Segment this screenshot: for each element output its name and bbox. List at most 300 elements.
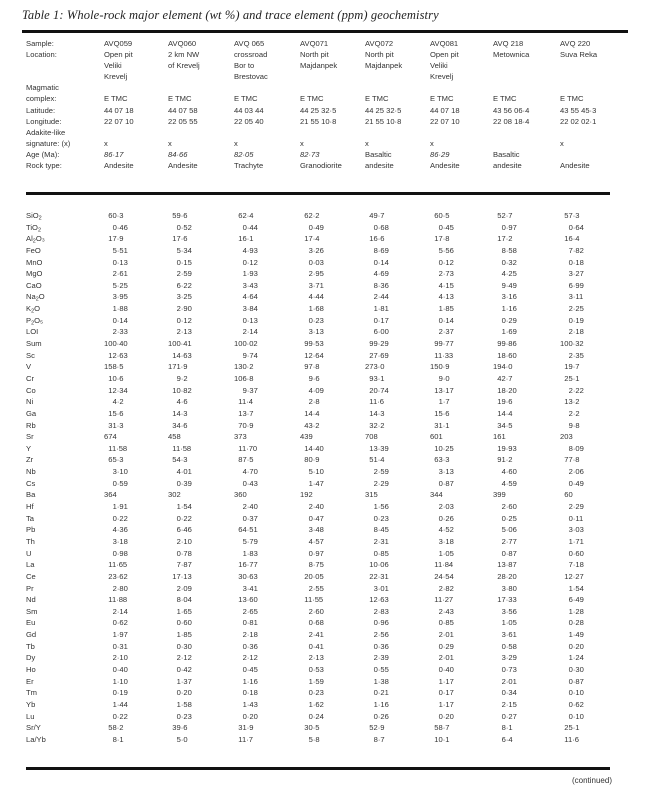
- value-cell: [365, 699, 430, 711]
- element-label: [26, 466, 104, 478]
- value-text: 0·62: [112, 618, 128, 628]
- value-text: 52·9: [369, 723, 385, 733]
- value-cell: [300, 443, 365, 455]
- value-text: 11·33: [434, 350, 454, 360]
- element-symbol: Pb: [26, 525, 36, 535]
- value-cell: [365, 629, 430, 641]
- value-text: 6·99: [568, 280, 584, 290]
- value-cell: [493, 245, 560, 257]
- value-cell: [234, 478, 300, 490]
- value-cell: [234, 454, 300, 466]
- value-text: 0·20: [438, 711, 454, 721]
- value-cell: [300, 245, 365, 257]
- header-cell: AVQ071: [300, 39, 329, 48]
- header-cell: Majdanpek: [365, 61, 403, 71]
- value-text: 1·47: [308, 478, 324, 488]
- header-cell: andesite: [493, 161, 522, 171]
- element-label: [26, 652, 104, 664]
- value-text: 13·39: [369, 443, 389, 453]
- value-text: 0·12: [242, 257, 258, 267]
- value-text: 2·61: [112, 269, 128, 279]
- value-cell: [560, 315, 620, 327]
- value-text: 3·56: [501, 606, 517, 616]
- element-label: [26, 233, 104, 245]
- element-symbol: Th: [26, 536, 35, 546]
- value-cell: [493, 641, 560, 653]
- value-cell: [300, 513, 365, 525]
- table-row: [26, 641, 620, 653]
- element-label: [26, 641, 104, 653]
- value-cell: [234, 524, 300, 536]
- header-cell: Andesite: [104, 161, 134, 171]
- value-cell: [365, 280, 430, 292]
- value-text: 58·7: [434, 723, 450, 733]
- value-cell: [365, 338, 430, 350]
- value-cell: [430, 734, 493, 746]
- value-text: 601: [430, 432, 443, 442]
- value-text: 1·62: [308, 699, 324, 709]
- value-cell: [430, 315, 493, 327]
- element-label: [26, 699, 104, 711]
- value-cell: [300, 408, 365, 420]
- table-row: [26, 408, 620, 420]
- value-text: 373: [234, 432, 247, 442]
- value-text: 11·4: [238, 397, 253, 407]
- value-text: 0·98: [112, 548, 128, 558]
- value-text: 10·82: [172, 385, 192, 395]
- value-cell: [234, 513, 300, 525]
- value-cell: [234, 501, 300, 513]
- table-row: [26, 350, 620, 362]
- value-cell: [300, 338, 365, 350]
- value-cell: [104, 466, 168, 478]
- element-symbol: Y: [26, 443, 32, 453]
- value-text: 2·13: [176, 327, 192, 337]
- element-symbol: Sr: [26, 432, 34, 442]
- value-text: 0·22: [112, 513, 128, 523]
- header-cell: Brestovac: [234, 72, 268, 82]
- value-text: 3·95: [112, 292, 128, 302]
- value-cell: [493, 489, 560, 501]
- value-cell: [365, 233, 430, 245]
- element-label: [26, 664, 104, 676]
- value-cell: [430, 641, 493, 653]
- header-cell: AVQ072: [365, 39, 394, 48]
- element-symbol: Pr: [26, 583, 34, 593]
- value-text: 62·2: [304, 211, 320, 220]
- value-cell: [104, 280, 168, 292]
- header-cell: Andesite: [168, 161, 198, 171]
- value-cell: [168, 734, 234, 746]
- value-text: 2·40: [242, 502, 258, 512]
- value-cell: [365, 454, 430, 466]
- element-symbol: Er: [26, 676, 34, 686]
- value-cell: [104, 548, 168, 560]
- header-cell: Veliki: [430, 61, 448, 71]
- value-cell: [234, 571, 300, 583]
- header-row: [26, 116, 620, 127]
- value-text: 4·57: [308, 536, 324, 546]
- header-row: [26, 38, 620, 49]
- header-cell: Metownica: [493, 50, 530, 60]
- element-label: [26, 478, 104, 490]
- value-text: 11·27: [434, 595, 454, 605]
- value-cell: [300, 454, 365, 466]
- header-cell: 43 55 45·3: [560, 105, 597, 115]
- header-cell: North pit: [365, 50, 394, 60]
- value-text: 171·9: [168, 362, 188, 372]
- table-row: [26, 548, 620, 560]
- value-text: 2·12: [242, 653, 258, 663]
- table-row: [26, 222, 620, 234]
- value-text: 4·01: [176, 467, 192, 477]
- value-cell: [300, 303, 365, 315]
- value-cell: [300, 664, 365, 676]
- value-cell: [430, 443, 493, 455]
- value-cell: [104, 652, 168, 664]
- value-cell: [104, 385, 168, 397]
- value-text: 3·13: [308, 327, 324, 337]
- value-text: 25·1: [564, 373, 580, 383]
- value-text: 10·25: [434, 443, 454, 453]
- value-cell: [104, 361, 168, 373]
- value-cell: [430, 408, 493, 420]
- table-bottom-rule: [26, 767, 610, 770]
- value-cell: [300, 373, 365, 385]
- value-text: 0·78: [176, 548, 192, 558]
- value-cell: [560, 711, 620, 723]
- value-cell: [234, 652, 300, 664]
- value-text: 0·17: [438, 688, 454, 698]
- value-text: 0·85: [373, 548, 389, 558]
- header-cell: x: [430, 138, 434, 148]
- value-cell: [493, 233, 560, 245]
- header-cell: E TMC: [300, 94, 324, 104]
- element-label: [26, 408, 104, 420]
- element-label: [26, 594, 104, 606]
- value-cell: [493, 454, 560, 466]
- element-symbol: Yb: [26, 699, 36, 709]
- table-row: [26, 617, 620, 629]
- value-cell: [104, 431, 168, 443]
- value-cell: [560, 454, 620, 466]
- header-row: [26, 82, 620, 93]
- value-text: 3·16: [501, 292, 517, 302]
- value-text: 64·51: [238, 525, 258, 535]
- value-text: 0·62: [568, 699, 584, 709]
- value-cell: [430, 711, 493, 723]
- value-text: 54·3: [172, 455, 188, 465]
- value-cell: [104, 629, 168, 641]
- value-cell: [234, 431, 300, 443]
- value-text: 17·33: [497, 595, 517, 605]
- value-text: 14·3: [369, 408, 385, 418]
- value-cell: [234, 664, 300, 676]
- value-text: 0·73: [501, 664, 517, 674]
- header-row: [26, 127, 620, 138]
- value-text: 1·81: [373, 304, 389, 314]
- value-cell: [560, 583, 620, 595]
- header-cell: AVQ 218: [493, 39, 524, 48]
- value-text: 4·52: [438, 525, 454, 535]
- value-text: 12·34: [108, 385, 128, 395]
- value-text: 2·22: [568, 385, 584, 395]
- value-text: 1·16: [501, 304, 517, 314]
- header-row: [26, 71, 620, 82]
- header-cell: E TMC: [104, 94, 128, 104]
- table-body: [26, 210, 620, 745]
- value-text: 3·10: [112, 467, 128, 477]
- value-cell: [430, 652, 493, 664]
- value-cell: [365, 373, 430, 385]
- header-cell: AVQ 220: [560, 39, 591, 48]
- value-text: 34·5: [497, 420, 513, 430]
- header-cell: Open pit: [430, 50, 459, 60]
- header-cell: [560, 127, 620, 138]
- value-text: 2·59: [373, 467, 389, 477]
- header-cell: [104, 127, 168, 138]
- value-cell: [365, 420, 430, 432]
- value-cell: [234, 280, 300, 292]
- value-text: 0·12: [176, 315, 192, 325]
- value-text: 0·60: [568, 548, 584, 558]
- header-cell: AVQ 065: [234, 39, 265, 48]
- value-text: 99·77: [434, 339, 454, 349]
- value-text: 19·7: [564, 362, 580, 372]
- table-row: [26, 652, 620, 664]
- value-cell: [493, 326, 560, 338]
- value-text: 58·2: [108, 723, 124, 733]
- value-cell: [365, 548, 430, 560]
- value-text: 57·3: [564, 211, 580, 220]
- value-cell: [168, 291, 234, 303]
- value-cell: [300, 385, 365, 397]
- value-text: 10·6: [108, 373, 124, 383]
- value-text: 1·91: [112, 502, 128, 512]
- value-text: 19·93: [497, 443, 517, 453]
- value-cell: [430, 210, 493, 222]
- value-text: 12·63: [369, 595, 389, 605]
- value-text: 63·3: [434, 455, 450, 465]
- value-text: 2·29: [373, 478, 389, 488]
- value-cell: [365, 513, 430, 525]
- value-text: 17·8: [434, 234, 450, 244]
- value-text: 2·14: [112, 606, 128, 616]
- value-text: 0·58: [501, 641, 517, 651]
- value-text: 20·74: [369, 385, 389, 395]
- value-cell: [365, 606, 430, 618]
- value-cell: [168, 210, 234, 222]
- value-text: 8·09: [568, 443, 584, 453]
- value-cell: [560, 571, 620, 583]
- table-row: [26, 233, 620, 245]
- value-cell: [168, 676, 234, 688]
- value-cell: [234, 617, 300, 629]
- value-cell: [300, 268, 365, 280]
- element-symbol: Ga: [26, 408, 37, 418]
- value-cell: [430, 222, 493, 234]
- value-cell: [104, 268, 168, 280]
- header-row-label: Location:: [26, 50, 57, 60]
- value-text: 0·68: [308, 618, 324, 628]
- value-cell: [560, 361, 620, 373]
- value-text: 0·31: [112, 641, 128, 651]
- value-text: 2·01: [501, 676, 517, 686]
- value-cell: [104, 722, 168, 734]
- value-text: 14·4: [497, 408, 513, 418]
- value-cell: [104, 734, 168, 746]
- value-cell: [104, 396, 168, 408]
- value-cell: [560, 676, 620, 688]
- value-cell: [234, 641, 300, 653]
- value-cell: [234, 338, 300, 350]
- value-cell: [493, 652, 560, 664]
- value-cell: [300, 652, 365, 664]
- value-cell: [560, 513, 620, 525]
- header-cell: 22 07 10: [430, 116, 460, 126]
- element-label: [26, 338, 104, 350]
- value-cell: [234, 303, 300, 315]
- value-cell: [300, 315, 365, 327]
- value-cell: [430, 454, 493, 466]
- value-cell: [560, 594, 620, 606]
- value-cell: [560, 291, 620, 303]
- value-cell: [430, 326, 493, 338]
- value-text: 0·34: [501, 688, 517, 698]
- value-text: 4·25: [501, 269, 517, 279]
- value-text: 360: [234, 490, 247, 500]
- value-text: 0·45: [242, 664, 258, 674]
- value-text: 24·54: [434, 571, 454, 581]
- value-text: 0·19: [112, 688, 128, 698]
- value-cell: [300, 501, 365, 513]
- value-text: 0·97: [308, 548, 324, 558]
- element-label: [26, 734, 104, 746]
- value-text: 2·18: [568, 327, 584, 337]
- element-symbol: Hf: [26, 502, 34, 512]
- value-text: 12·63: [108, 350, 128, 360]
- header-cell: [493, 138, 560, 149]
- header-cell: [300, 71, 365, 82]
- value-text: 0·21: [373, 688, 389, 698]
- element-symbol: MnO: [26, 257, 43, 267]
- value-cell: [430, 350, 493, 362]
- value-text: 8·7: [373, 734, 385, 744]
- value-cell: [365, 408, 430, 420]
- value-cell: [168, 466, 234, 478]
- value-text: 2·06: [568, 467, 584, 477]
- value-cell: [493, 280, 560, 292]
- value-cell: [430, 478, 493, 490]
- value-text: 315: [365, 490, 378, 500]
- value-text: 0·32: [501, 257, 517, 267]
- value-cell: [104, 291, 168, 303]
- value-cell: [493, 571, 560, 583]
- element-symbol: TiO: [26, 222, 38, 232]
- element-label: [26, 326, 104, 338]
- value-text: 0·44: [242, 222, 258, 232]
- value-cell: [430, 594, 493, 606]
- value-text: 1·05: [438, 548, 454, 558]
- header-cell: [560, 82, 620, 93]
- value-cell: [560, 734, 620, 746]
- value-cell: [560, 420, 620, 432]
- value-cell: [104, 617, 168, 629]
- value-cell: [560, 210, 620, 222]
- value-cell: [493, 350, 560, 362]
- header-cell: E TMC: [560, 94, 584, 104]
- header-row-label: complex:: [26, 94, 57, 104]
- value-text: 0·13: [112, 257, 128, 267]
- table-row: [26, 711, 620, 723]
- value-text: 5·06: [501, 525, 517, 535]
- value-cell: [234, 687, 300, 699]
- value-cell: [234, 443, 300, 455]
- element-suffix: O: [38, 292, 45, 302]
- value-cell: [560, 559, 620, 571]
- value-text: 1·58: [176, 699, 192, 709]
- value-text: 32·2: [369, 420, 385, 430]
- value-text: 18·60: [497, 350, 517, 360]
- element-symbol: FeO: [26, 245, 41, 255]
- value-text: 0·30: [568, 664, 584, 674]
- value-text: 8·75: [308, 560, 324, 570]
- value-text: 23·62: [108, 571, 128, 581]
- value-text: 1·28: [568, 606, 584, 616]
- table-row: [26, 303, 620, 315]
- header-cell: 22 05 40: [234, 116, 264, 126]
- value-cell: [430, 513, 493, 525]
- value-text: 0·49: [568, 478, 584, 488]
- value-cell: [560, 222, 620, 234]
- value-cell: [300, 350, 365, 362]
- value-cell: [430, 466, 493, 478]
- value-text: 273·0: [365, 362, 385, 372]
- element-symbol: Ni: [26, 397, 34, 407]
- value-text: 11·88: [108, 595, 128, 605]
- value-text: 1·68: [308, 304, 324, 314]
- value-cell: [104, 233, 168, 245]
- header-cell: [168, 82, 234, 93]
- value-text: 0·39: [176, 478, 192, 488]
- header-cell: 22 02 02·1: [560, 116, 597, 126]
- value-cell: [560, 699, 620, 711]
- value-cell: [560, 245, 620, 257]
- value-cell: [168, 571, 234, 583]
- header-cell: [365, 71, 430, 82]
- value-cell: [234, 350, 300, 362]
- value-cell: [493, 583, 560, 595]
- value-cell: [430, 257, 493, 269]
- header-row: [26, 93, 620, 104]
- value-text: 9·8: [568, 420, 580, 430]
- header-cell: 44 03 44: [234, 105, 264, 115]
- header-row-label: Latitude:: [26, 105, 56, 115]
- value-text: 100·02: [234, 339, 258, 349]
- value-cell: [365, 291, 430, 303]
- header-cell: x: [300, 138, 304, 148]
- value-cell: [430, 420, 493, 432]
- value-cell: [365, 478, 430, 490]
- value-text: 0·20: [568, 641, 584, 651]
- value-text: 1·38: [373, 676, 389, 686]
- value-cell: [560, 524, 620, 536]
- value-cell: [430, 361, 493, 373]
- value-cell: [493, 373, 560, 385]
- value-cell: [430, 606, 493, 618]
- value-text: 5·25: [112, 280, 128, 290]
- table-row: [26, 338, 620, 350]
